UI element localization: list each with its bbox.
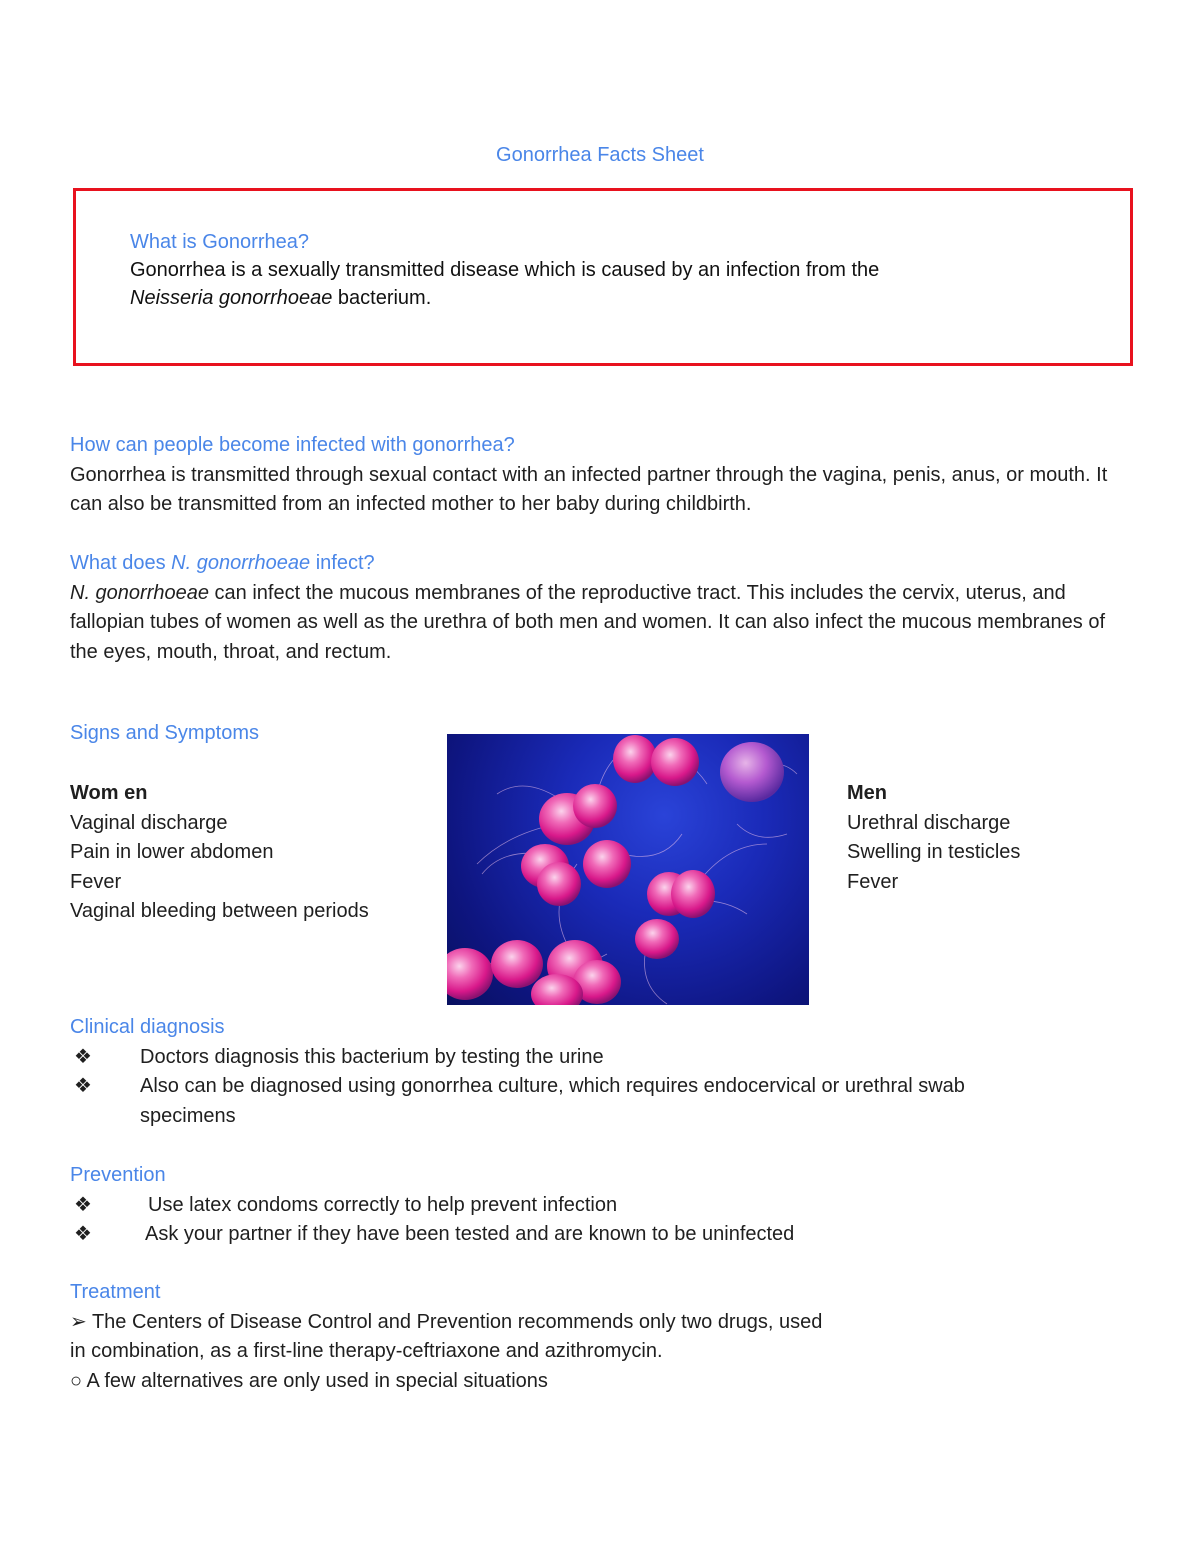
infects-body-species: N. gonorrhoeae [70, 581, 209, 604]
infects-heading-post: infect? [310, 552, 375, 574]
prevention-heading: Prevention [70, 1164, 166, 1186]
list-item [70, 1043, 1130, 1073]
bacteria-micrograph-image [447, 734, 809, 1005]
infection-heading: How can people become infected with gonorrhea? [70, 434, 515, 456]
women-symptom-item: Fever [70, 870, 122, 893]
treatment-heading: Treatment [70, 1281, 161, 1303]
prevention-item-text: Use latex condoms correctly to help prevent infection [148, 1193, 618, 1216]
men-symptom-item: Fever [847, 870, 899, 893]
infection-section [70, 431, 1130, 520]
treatment-section [70, 1278, 1130, 1396]
symptoms-heading: Signs and Symptoms [70, 722, 259, 744]
diamond-bullet-icon: ❖ [74, 1193, 92, 1216]
men-symptoms-column [847, 779, 1020, 897]
men-symptom-item: Urethral discharge [847, 811, 1011, 834]
prevention-item-text: Ask your partner if they have been tested and are known to be uninfected [145, 1223, 795, 1245]
definition-callout-text [130, 228, 879, 312]
women-symptom-item: Pain in lower abdomen [70, 841, 274, 863]
men-label: Men [847, 782, 887, 804]
list-item [70, 1191, 1130, 1221]
infects-section [70, 549, 1130, 667]
infects-body [70, 579, 1130, 668]
treatment-line-2: in combination, as a first-line therapy-ceftriaxone and azithromycin. [70, 1340, 663, 1362]
page-title: Gonorrhea Facts Sheet [496, 144, 704, 166]
infects-heading-pre: What does [70, 552, 172, 574]
treatment-line-3: ○ A few alternatives are only used in special situations [70, 1369, 548, 1392]
infects-body-text: can infect the mucous membranes of the reproductive tract. This includes the cervix, uterus, and fallopian tubes of women as well as the urethra of both men and women. It can also infect the mucous membranes of the eyes, mouth, throat, and rectum. [70, 581, 1106, 663]
diamond-bullet-icon: ❖ [74, 1045, 92, 1068]
infection-body: Gonorrhea is transmitted through sexual contact with an infected partner through the vagina, penis, anus, or mouth. It can also be transmitted from an infected mother to her baby during childbirth. [70, 463, 1108, 515]
definition-line-2 [130, 284, 879, 312]
prevention-section [70, 1161, 1130, 1250]
diamond-bullet-icon: ❖ [74, 1075, 92, 1097]
women-symptom-item: Vaginal bleeding between periods [70, 900, 369, 922]
men-symptom-item: Swelling in testicles [847, 841, 1021, 863]
women-symptom-item: Vaginal discharge [70, 811, 228, 834]
women-symptoms-column [70, 779, 369, 927]
bacteria-cells [447, 735, 784, 1005]
diagnosis-section [70, 1013, 1130, 1131]
infects-heading-species: N. gonorrhoeae [171, 552, 311, 574]
list-item [70, 1220, 1130, 1250]
definition-heading: What is Gonorrhea? [130, 231, 309, 253]
bacteria-illustration [447, 734, 809, 1005]
diagnosis-item-text: Also can be diagnosed using gonorrhea culture, which requires endocervical or urethral swab specimens [140, 1075, 965, 1127]
definition-line-1: Gonorrhea is a sexually transmitted disease which is caused by an infection from the [130, 259, 880, 281]
definition-line-2-rest: bacterium. [332, 287, 432, 309]
diagnosis-item-text: Doctors diagnosis this bacterium by testing the urine [140, 1045, 604, 1068]
list-item [70, 1072, 1040, 1131]
women-label: Wom en [70, 782, 148, 804]
treatment-line-1: ➢ The Centers of Disease Control and Prevention recommends only two drugs, used [70, 1310, 823, 1333]
diagnosis-heading: Clinical diagnosis [70, 1016, 225, 1038]
species-name: Neisseria gonorrhoeae [130, 287, 333, 309]
infects-heading [70, 549, 1130, 579]
diamond-bullet-icon: ❖ [74, 1223, 92, 1245]
